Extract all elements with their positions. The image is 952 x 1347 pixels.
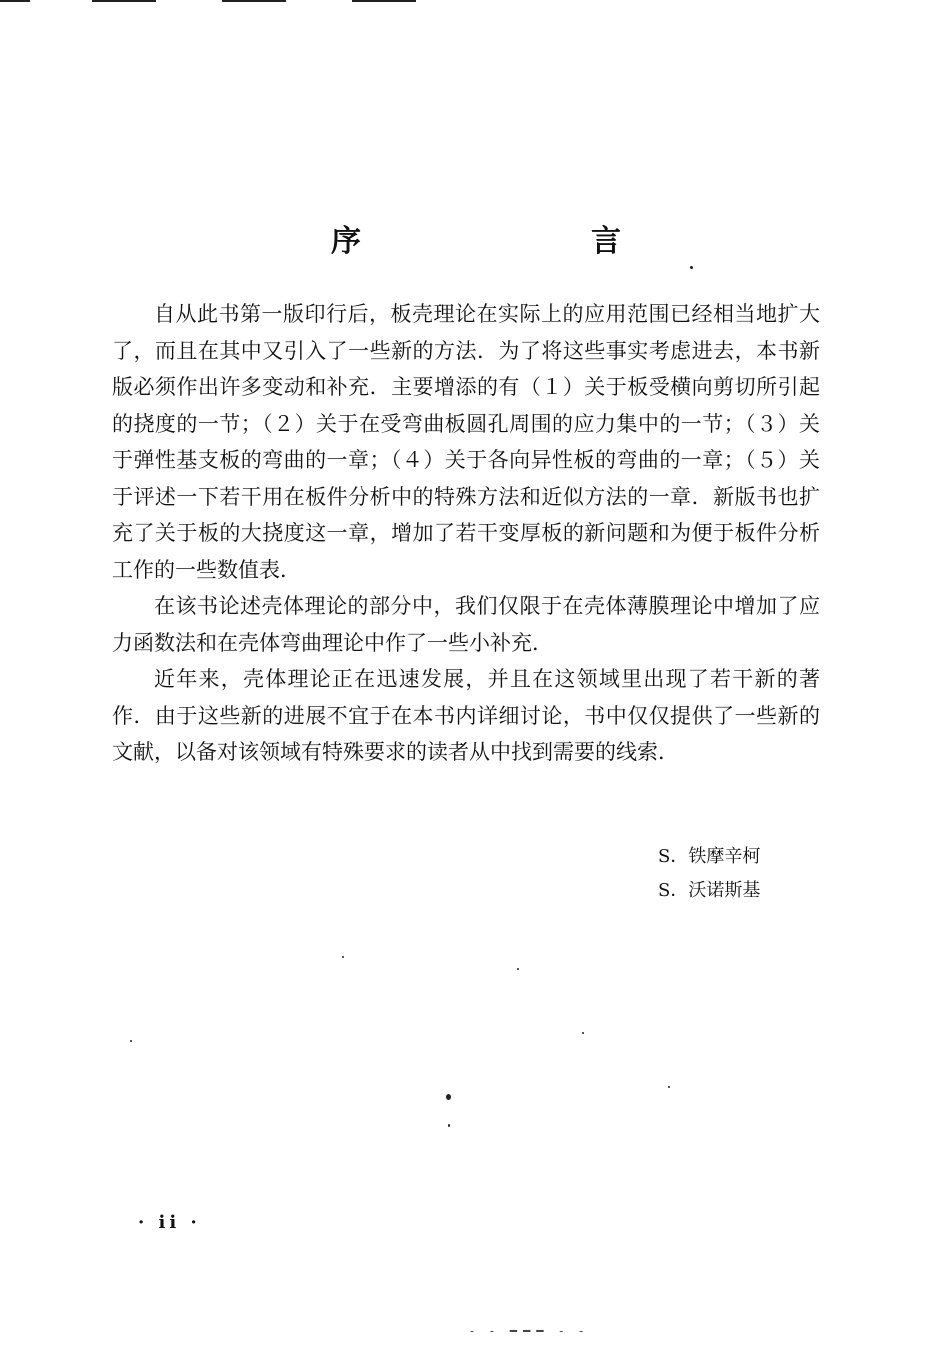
top-rule-3 — [222, 0, 286, 2]
paragraph-3: 近年来，壳体理论正在迅速发展，并且在这领域里出现了若干新的著作．由于这些新的进展不宜于在本书内详细讨论，书中仅仅提供了一些新的文献，以备对该领域有特殊要求的读者从中找到需要的线索． — [112, 667, 820, 764]
scan-footer-marks: - ‐ ━━━ ‐ ‐ — [470, 1324, 590, 1338]
signature-1: S．铁摩辛柯 — [658, 846, 761, 867]
page-title: 序 言 — [331, 224, 721, 259]
paragraph-1: 自从此书第一版印行后，板壳理论在实际上的应用范围已经相当地扩大了，而且在其中又引入了一些新的方法．为了将这些事实考虑进去，本书新版必须作出许多变动和补充．主要增添的有（１）关于板受横向剪切所引起的挠度的一节；（２）关于在受弯曲板圆孔周围的应力集中的一节；（３）关于弹性基支板的弯曲的一章；（４）关于各向异性板的弯曲的一章；（５）关于评述一下若干用在板件分析中的特殊方法和近似方法的一章．新版书也扩充了关于板的大挠度这一章，增加了若干变厚板的新问题和为便于板件分析工作的一些数值表． — [112, 302, 820, 582]
signatures — [658, 840, 760, 908]
paragraph-2: 在该书论述壳体理论的部分中，我们仅限于在壳体薄膜理论中增加了应力函数法和在壳体弯曲理论中作了一些小补充． — [112, 594, 820, 655]
page-number: · ii · — [138, 1212, 201, 1233]
scan-speck — [130, 1040, 132, 1042]
scan-speck — [517, 968, 519, 970]
scan-speck — [342, 956, 344, 958]
top-rule-4 — [352, 0, 416, 2]
scan-speck — [448, 1124, 450, 1127]
scan-speck — [668, 1086, 670, 1088]
top-rule-2 — [92, 0, 156, 2]
top-rule-1 — [0, 0, 30, 2]
scan-speck — [582, 1032, 584, 1034]
preface-body — [112, 296, 820, 771]
scan-speck — [446, 1094, 451, 1100]
scan-speck — [690, 266, 693, 269]
signature-2: S．沃诺斯基 — [658, 880, 761, 901]
